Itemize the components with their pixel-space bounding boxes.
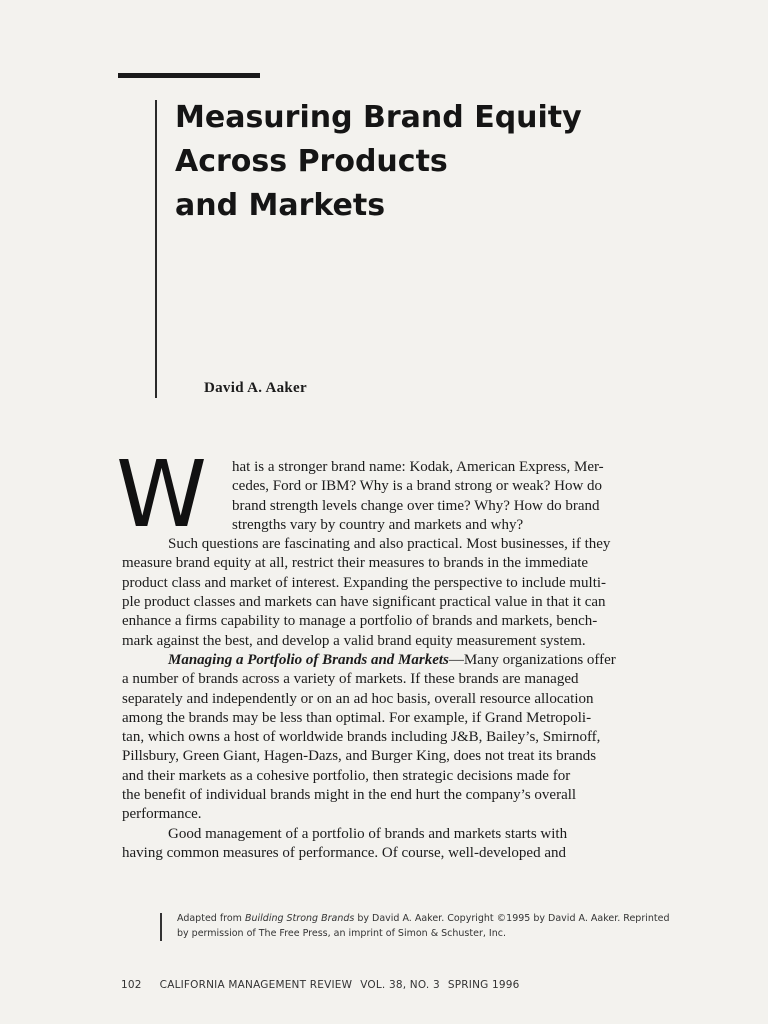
footnote-line2: by permission of The Free Press, an imprint of Simon & Schuster, Inc. <box>177 928 506 939</box>
text-run: —Many organizations offer <box>448 651 616 668</box>
author-name: David A. Aaker <box>204 380 307 396</box>
text-line: mark against the best, and develop a valid brand equity measurement system. <box>122 632 586 649</box>
text-line: separately and independently or on an ad hoc basis, overall resource allocation <box>122 690 594 707</box>
text-line: strengths vary by country and markets and why? <box>232 516 524 533</box>
paragraph-4 <box>122 825 648 864</box>
text-line: hat is a stronger brand name: Kodak, American Express, Mer- <box>232 459 604 475</box>
footnote-book-title: Building Strong Brands <box>244 913 355 924</box>
footnote <box>177 911 669 941</box>
title-line: Across Products <box>175 144 448 179</box>
paragraph-2 <box>122 535 648 651</box>
text-line: the benefit of individual brands might in the end hurt the company’s overall <box>122 787 577 804</box>
footnote-rule <box>160 913 162 941</box>
volume-info: VOL. 38, NO. 3 <box>360 979 440 991</box>
text-line: enhance a firms capability to manage a portfolio of brands and markets, bench- <box>122 613 598 630</box>
text-line: brand strength levels change over time? Why? How do brand <box>232 497 600 514</box>
title-line: and Markets <box>175 188 386 223</box>
text-line: among the brands may be less than optimal. For example, if Grand Metropoli- <box>122 709 592 726</box>
text-line: having common measures of performance. Of course, well-developed and <box>122 844 567 861</box>
article-body <box>116 441 648 863</box>
text-line: a number of brands across a variety of markets. If these brands are managed <box>122 671 579 688</box>
text-line <box>122 651 648 670</box>
footnote-line1-rest: by David A. Aaker. Copyright ©1995 by David A. Aaker. Reprinted <box>354 913 670 924</box>
text-line: performance. <box>122 806 202 823</box>
text-line: Pillsbury, Green Giant, Hagen-Dazs, and Burger King, does not treat its brands <box>122 748 597 765</box>
drop-cap: W <box>116 441 207 548</box>
text-line: tan, which owns a host of worldwide brands including J&B, Bailey’s, Smirnoff, <box>122 729 601 746</box>
footnote-prefix: Adapted from <box>177 913 245 924</box>
title-side-rule <box>155 100 157 398</box>
text-line: and their markets as a cohesive portfolio, then strategic decisions made for <box>122 767 571 784</box>
journal-name: CALIFORNIA MANAGEMENT REVIEW <box>159 979 353 991</box>
top-rule <box>118 73 260 78</box>
issue-date: SPRING 1996 <box>447 979 520 991</box>
title-line: Measuring Brand Equity <box>175 100 582 135</box>
text-line: cedes, Ford or IBM? Why is a brand strong or weak? How do <box>232 478 603 495</box>
paragraph-3 <box>122 651 648 825</box>
text-line: measure brand equity at all, restrict their measures to brands in the immediate <box>122 555 589 572</box>
text-line: Such questions are fascinating and also practical. Most businesses, if they <box>168 536 611 553</box>
article-title <box>175 96 695 228</box>
page-footer <box>121 979 520 991</box>
text-line: Good management of a portfolio of brands and markets starts with <box>168 825 568 842</box>
page-number: 102 <box>121 979 142 991</box>
text-line: ple product classes and markets can have significant practical value in that it can <box>122 594 606 611</box>
text-line: product class and market of interest. Expanding the perspective to include multi- <box>122 574 607 591</box>
run-in-heading: Managing a Portfolio of Brands and Markets <box>168 651 449 668</box>
